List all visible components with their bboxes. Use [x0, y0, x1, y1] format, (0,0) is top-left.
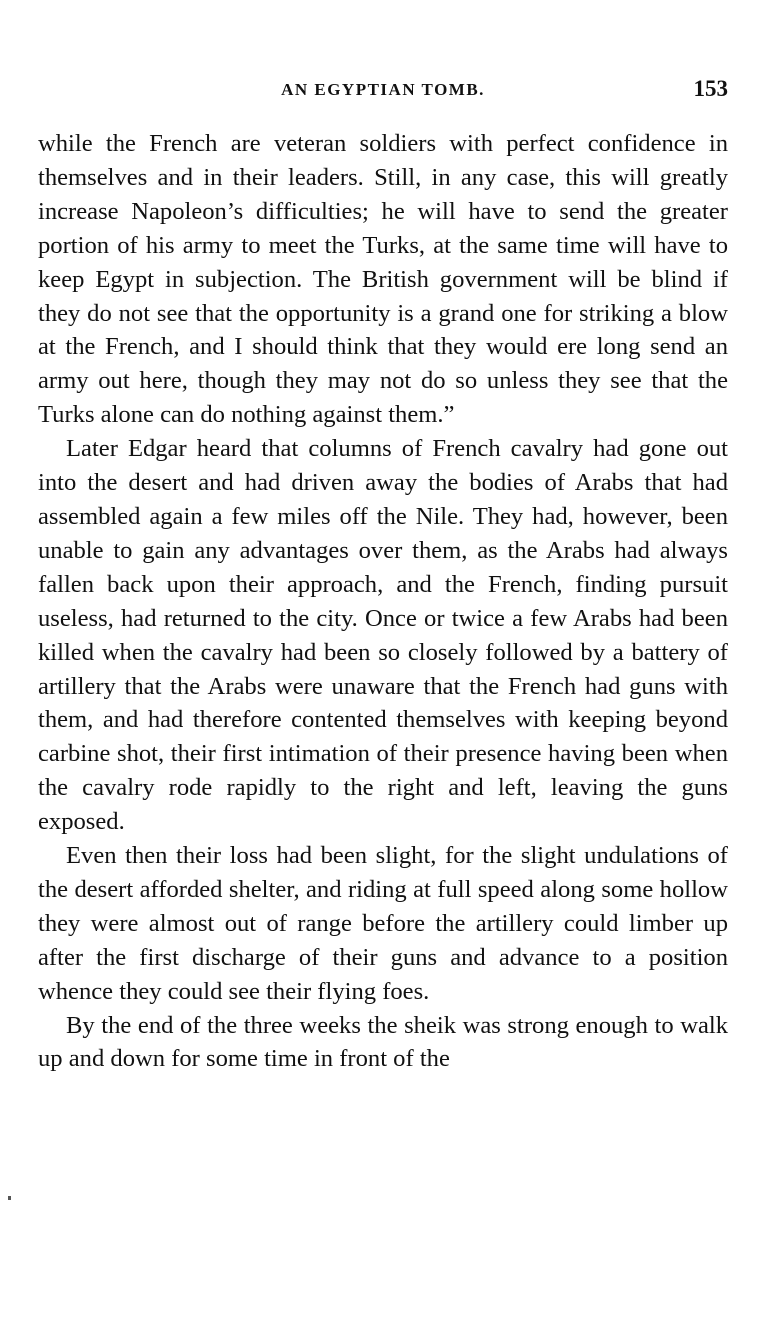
- paragraph: Later Edgar heard that columns of French cavalry had gone out into the desert and had driven away the bodies of Arabs that had assembled again a few miles off the Nile. They had, however, been unable to gain any advantages over them, as the Arabs had always fallen back upon their approach, and the French, finding pursuit useless, had returned to the city. Once or twice a few Arabs had been killed when the cavalry had been so closely followed by a battery of artillery that the Arabs were unaware that the French had guns with them, and had therefore contented themselves with keeping beyond carbine shot, their first intimation of their presence having been when the cavalry rode rapidly to the right and left, leaving the guns exposed.: [38, 435, 728, 836]
- body-text: [38, 127, 728, 1076]
- running-head: [38, 76, 728, 106]
- paragraph-continued: while the French are veteran soldiers with perfect confidence in themselves and in their leaders. Still, in any case, this will greatly increase Napoleon’s difficulties; he will have to send the greater portion of his army to meet the Turks, at the same time will have to keep Egypt in subjection. The British government will be blind if they do not see that the opportunity is a grand one for striking a blow at the French, and I should think that they would ere long send an army out here, though they may not do so unless they see that the Turks alone can do nothing against them.”: [38, 130, 728, 429]
- running-title: AN EGYPTIAN TOMB.: [281, 80, 485, 99]
- book-page: [38, 0, 728, 1344]
- paragraph: Even then their loss had been slight, for the slight undulations of the desert afforded shelter, and riding at full speed along some hollow they were almost out of range before the artillery could limber up after the first discharge of their guns and advance to a position whence they could see their flying foes.: [38, 842, 728, 1005]
- scan-speck: [8, 1196, 11, 1200]
- page-number: 153: [693, 76, 728, 101]
- paragraph: By the end of the three weeks the sheik was strong enough to walk up and down for some time in front of the: [38, 1011, 728, 1073]
